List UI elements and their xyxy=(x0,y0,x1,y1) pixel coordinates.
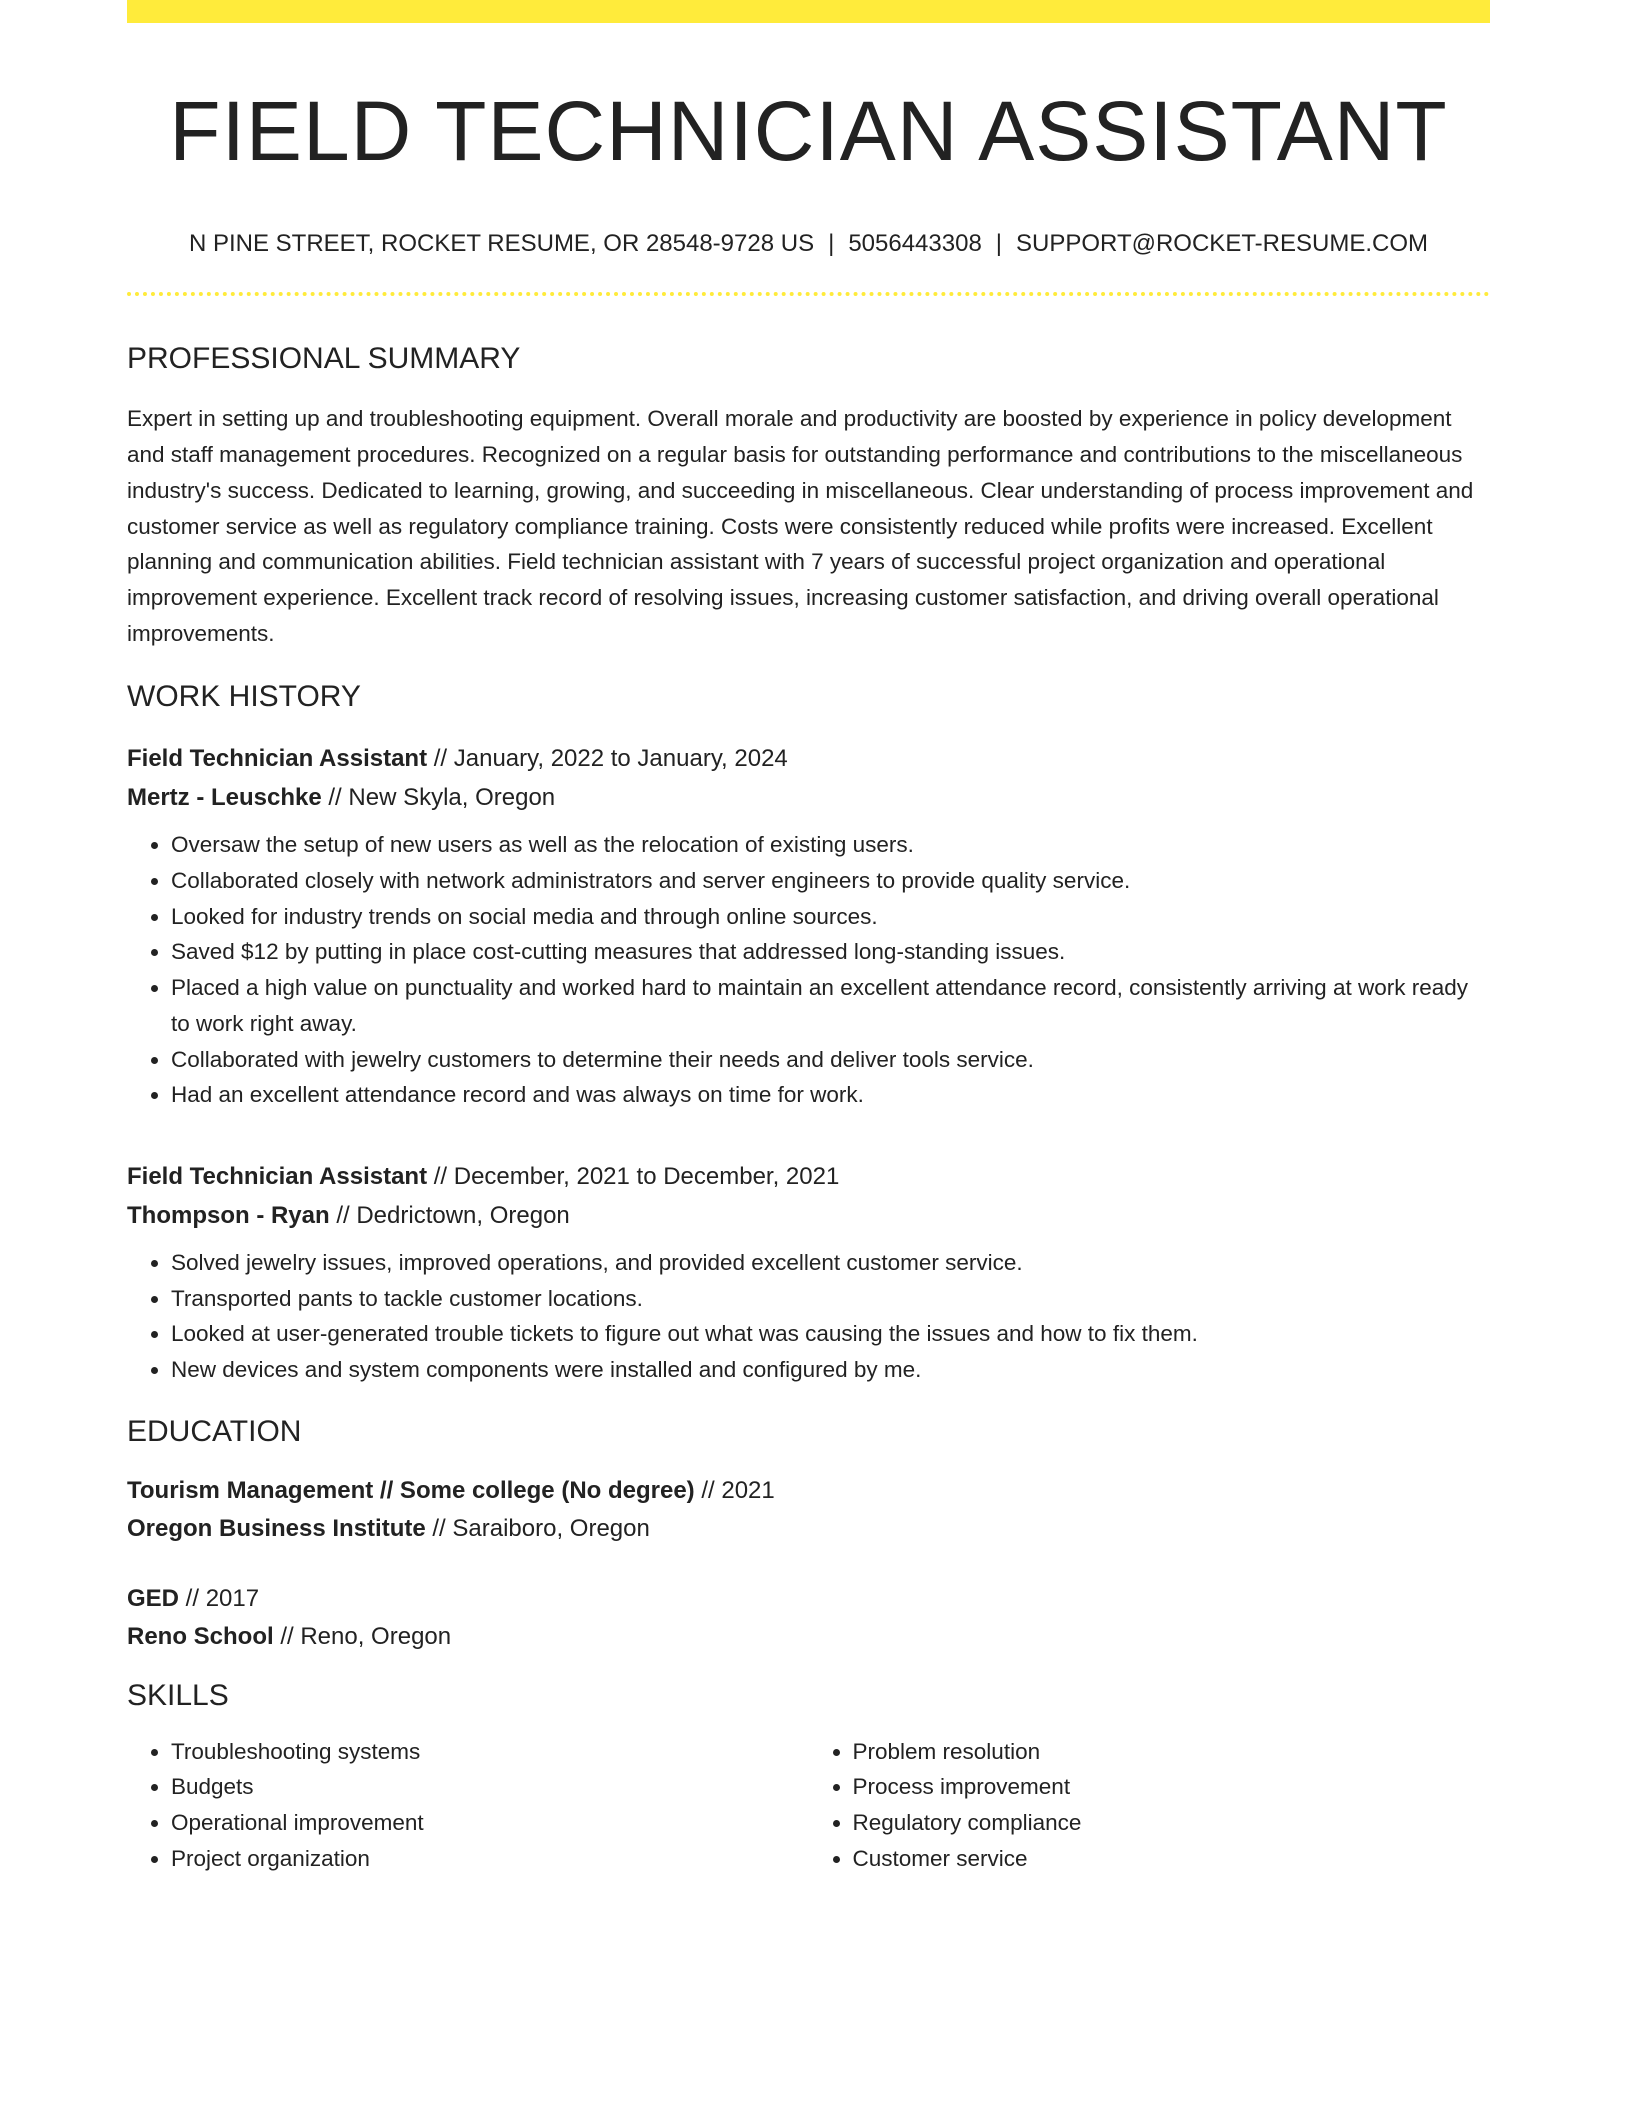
education-degree-line xyxy=(127,1472,1490,1510)
list-item: • Oversaw the setup of new users as well as the relocation of existing users. xyxy=(171,827,1490,863)
education-heading: EDUCATION xyxy=(127,1414,302,1448)
resume-name: FIELD TECHNICIAN ASSISTANT xyxy=(169,84,1448,178)
job-company-line xyxy=(127,778,1490,817)
resume-page xyxy=(127,0,1490,1877)
contact-separator: | xyxy=(995,229,1003,257)
list-item: • Looked at user-generated trouble tickets to figure out what was causing the issues and how to fix them. xyxy=(171,1316,1490,1352)
list-item: • Regulatory compliance xyxy=(853,1805,1491,1841)
skills-left-column xyxy=(127,1734,809,1877)
list-item: • Looked for industry trends on social media and through online sources. xyxy=(171,899,1490,935)
summary-heading: PROFESSIONAL SUMMARY xyxy=(127,342,521,376)
contact-phone: 5056443308 xyxy=(848,229,982,257)
job-company: Thompson - Ryan xyxy=(127,1201,330,1229)
list-item: • Process improvement xyxy=(853,1769,1491,1805)
summary-text: Expert in setting up and troubleshooting equipment. Overall morale and productivity are boosted by experience in policy development and staff management procedures. Recognized on a regular basis for outstanding performance and contributions to the miscellaneous industry's success. Dedicated to learning, growing, and succeeding in miscellaneous. Clear understanding of process improvement and customer service as well as regulatory compliance training. Costs were consistently reduced while profits were increased. Excellent planning and communication abilities. Field technician assistant with 7 years of successful project organization and operational improvement experience. Excellent track record of resolving issues, increasing customer satisfaction, and driving overall operational improvements. xyxy=(127,406,1474,646)
list-item: • Collaborated with jewelry customers to determine their needs and deliver tools service. xyxy=(171,1042,1490,1078)
education-degree-line xyxy=(127,1580,1490,1618)
education-school: Oregon Business Institute xyxy=(127,1514,426,1542)
job-bullets xyxy=(127,1245,1490,1388)
list-item: • Troubleshooting systems xyxy=(171,1734,809,1770)
list-item: • New devices and system components were installed and configured by me. xyxy=(171,1352,1490,1388)
education-school-line xyxy=(127,1618,1490,1656)
skills-right-column xyxy=(809,1734,1491,1877)
contact-line xyxy=(127,230,1490,259)
list-item: • Budgets xyxy=(171,1769,809,1805)
job-dates: // January, 2022 to January, 2024 xyxy=(427,745,788,773)
list-item: • Operational improvement xyxy=(171,1805,809,1841)
education-year: // 2021 xyxy=(694,1476,775,1504)
job-role: Field Technician Assistant xyxy=(127,1162,428,1190)
education-degree: Tourism Management // Some college (No degree) xyxy=(127,1476,695,1504)
skills-heading: SKILLS xyxy=(127,1678,229,1712)
list-item: • Collaborated closely with network administrators and server engineers to provide quality service. xyxy=(171,863,1490,899)
work-history-heading: WORK HISTORY xyxy=(127,680,361,714)
job-entry xyxy=(127,739,1490,1113)
skills-grid xyxy=(127,1734,1490,1877)
contact-address: N PINE STREET, ROCKET RESUME, OR 28548-9728 US xyxy=(188,229,815,257)
education-location: // Saraiboro, Oregon xyxy=(425,1514,650,1542)
education-entry xyxy=(127,1472,1490,1548)
list-item: • Placed a high value on punctuality and worked hard to maintain an excellent attendance record, consistently arriving at work ready to work right away. xyxy=(171,970,1490,1041)
job-title-line xyxy=(127,1157,1490,1196)
contact-separator: | xyxy=(828,229,835,257)
job-location: // Dedrictown, Oregon xyxy=(329,1201,570,1229)
job-role: Field Technician Assistant xyxy=(127,745,428,773)
education-entry xyxy=(127,1580,1490,1656)
job-dates: // December, 2021 to December, 2021 xyxy=(427,1162,840,1190)
job-company-line xyxy=(127,1196,1490,1235)
job-location: // New Skyla, Oregon xyxy=(321,784,556,812)
contact-email: SUPPORT@ROCKET-RESUME.COM xyxy=(1016,229,1428,257)
list-item: • Had an excellent attendance record and was always on time for work. xyxy=(171,1077,1490,1113)
list-item: • Customer service xyxy=(853,1841,1491,1877)
education-location: // Reno, Oregon xyxy=(273,1622,452,1650)
accent-top-bar xyxy=(127,0,1490,23)
list-item: • Transported pants to tackle customer locations. xyxy=(171,1281,1490,1317)
job-bullets xyxy=(127,827,1490,1113)
education-year: // 2017 xyxy=(179,1584,260,1612)
education-school: Reno School xyxy=(127,1622,274,1650)
education-school-line xyxy=(127,1510,1490,1548)
job-company: Mertz - Leuschke xyxy=(127,784,322,812)
dotted-divider xyxy=(127,292,1490,296)
list-item: • Problem resolution xyxy=(853,1734,1491,1770)
education-degree: GED xyxy=(127,1584,180,1612)
list-item: • Solved jewelry issues, improved operations, and provided excellent customer service. xyxy=(171,1245,1490,1281)
job-entry xyxy=(127,1157,1490,1388)
list-item: • Project organization xyxy=(171,1841,809,1877)
list-item: • Saved $12 by putting in place cost-cutting measures that addressed long-standing issues. xyxy=(171,934,1490,970)
job-title-line xyxy=(127,739,1490,778)
